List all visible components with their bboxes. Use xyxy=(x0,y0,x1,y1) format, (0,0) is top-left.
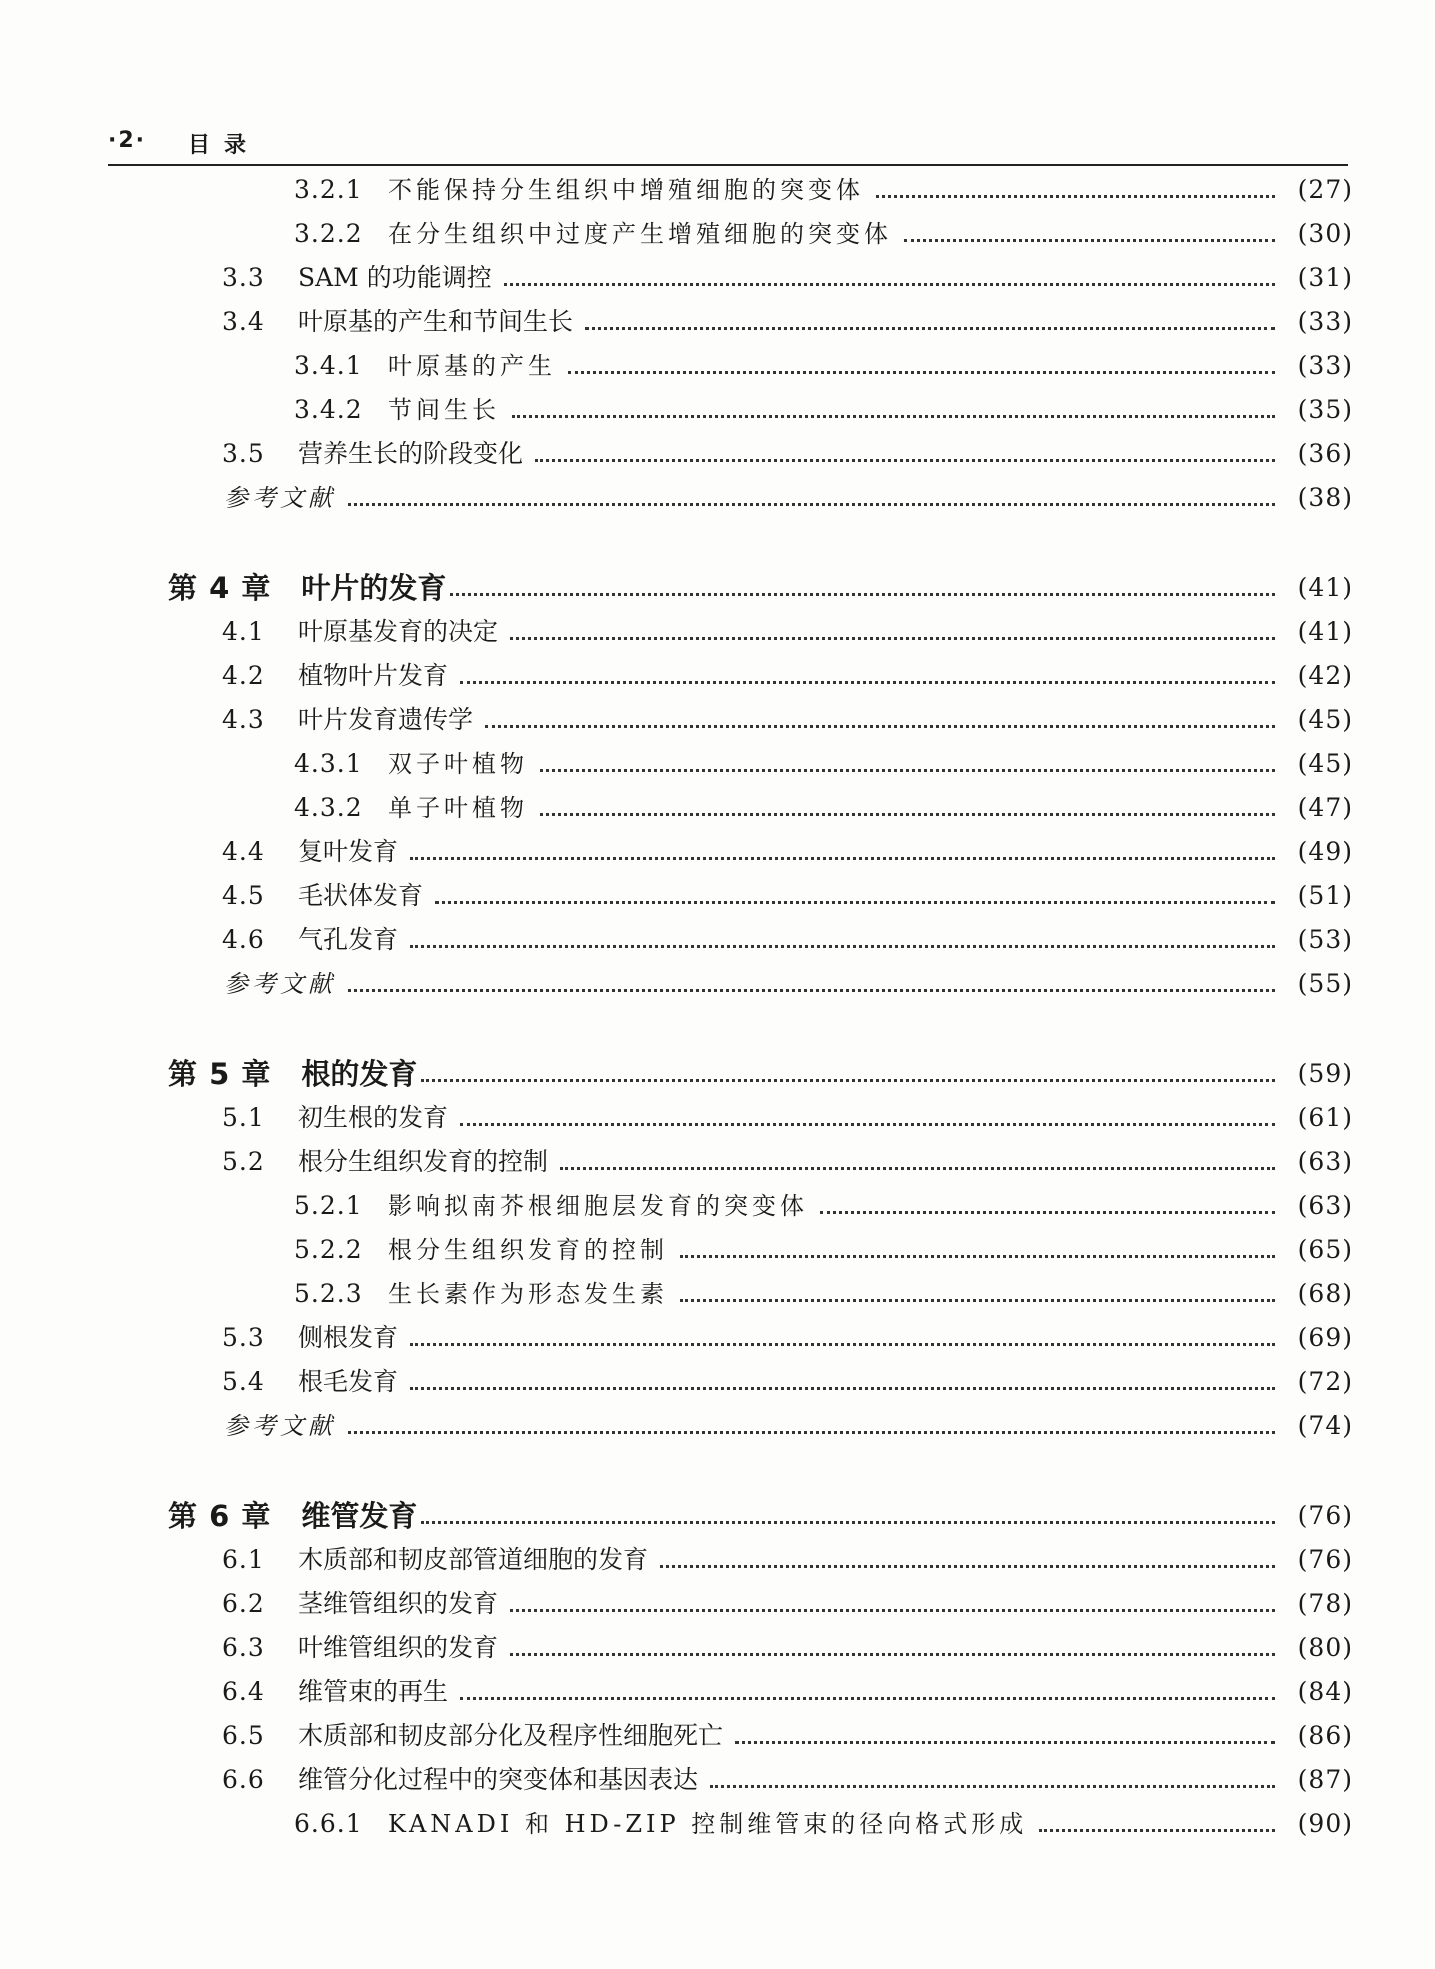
toc-entry-title: 不能保持分生组织中增殖细胞的突变体 xyxy=(388,176,864,204)
header-rule xyxy=(108,164,1348,166)
toc-entry-page: (87) xyxy=(1297,1765,1353,1794)
dot-leader xyxy=(512,415,1275,418)
toc-entry xyxy=(294,788,1353,828)
toc-entry-page: (36) xyxy=(1297,439,1353,468)
toc-entry xyxy=(222,1628,1353,1668)
toc-entry xyxy=(222,1318,1353,1358)
dot-leader xyxy=(410,1343,1275,1346)
toc-entry-title: 节间生长 xyxy=(388,396,500,424)
toc-entry-number: 3.5 xyxy=(222,439,265,468)
toc-entry-page: (38) xyxy=(1297,483,1353,512)
toc-entry xyxy=(222,1098,1353,1138)
toc-entry-page: (80) xyxy=(1297,1633,1353,1662)
dot-leader xyxy=(348,1431,1275,1434)
toc-entry-title: 影响拟南芥根细胞层发育的突变体 xyxy=(388,1192,808,1220)
toc-entry xyxy=(294,390,1353,430)
toc-entry-title: 单子叶植物 xyxy=(388,794,528,822)
toc-entry-title: 维管束的再生 xyxy=(298,1677,449,1706)
dot-leader xyxy=(348,989,1275,992)
toc-entry-title: 叶维管组织的发育 xyxy=(298,1633,499,1662)
toc-entry xyxy=(222,434,1353,474)
dot-leader xyxy=(410,945,1275,948)
dot-leader xyxy=(535,459,1275,462)
toc-entry-title: 维管发育 xyxy=(301,1499,418,1533)
toc-entry-page: (41) xyxy=(1297,617,1353,646)
toc-entry-page: (53) xyxy=(1297,925,1353,954)
toc-entry-page: (41) xyxy=(1297,573,1353,602)
dot-leader xyxy=(460,1697,1275,1700)
toc-entry-title: 叶片发育遗传学 xyxy=(298,705,474,734)
toc-entry-page: (33) xyxy=(1297,351,1353,380)
toc-entry-title: 复叶发育 xyxy=(298,837,399,866)
toc-entry-number: 第 6 章 xyxy=(168,1499,272,1533)
toc-entry xyxy=(222,920,1353,960)
toc-entry-page: (33) xyxy=(1297,307,1353,336)
dot-leader xyxy=(460,681,1275,684)
toc-entry xyxy=(222,700,1353,740)
toc-entry-title: 木质部和韧皮部分化及程序性细胞死亡 xyxy=(298,1721,724,1750)
dot-leader xyxy=(460,1123,1275,1126)
page-number: ·2· xyxy=(108,128,147,153)
dot-leader xyxy=(568,371,1275,374)
toc-chapter xyxy=(168,1496,1353,1536)
toc-entry-page: (55) xyxy=(1297,969,1353,998)
toc-entry-page: (45) xyxy=(1297,749,1353,778)
dot-leader xyxy=(348,503,1275,506)
toc-entry-title: 根分生组织发育的控制 xyxy=(388,1236,668,1264)
toc-entry-page: (30) xyxy=(1297,219,1353,248)
toc-entry-page: (35) xyxy=(1297,395,1353,424)
toc-entry xyxy=(294,1804,1353,1844)
toc-entry-number: 5.2.1 xyxy=(294,1191,363,1220)
toc-entry-number: 第 4 章 xyxy=(168,571,272,605)
toc-entry-page: (42) xyxy=(1297,661,1353,690)
toc-entry-number: 3.4 xyxy=(222,307,265,336)
toc-entry-number: 5.2 xyxy=(222,1147,265,1176)
toc-entry-title: 叶原基的产生和节间生长 xyxy=(298,307,574,336)
toc-entry-title: 叶片的发育 xyxy=(301,571,447,605)
toc-entry-page: (78) xyxy=(1297,1589,1353,1618)
toc-entry-page: (76) xyxy=(1297,1545,1353,1574)
toc-entry xyxy=(294,1186,1353,1226)
toc-entry-number: 3.2.2 xyxy=(294,219,363,248)
toc-entry xyxy=(222,832,1353,872)
toc-entry-number: 4.5 xyxy=(222,881,265,910)
dot-leader xyxy=(660,1565,1275,1568)
toc-entry-page: (74) xyxy=(1297,1411,1353,1440)
dot-leader xyxy=(560,1167,1275,1170)
toc-entry-page: (49) xyxy=(1297,837,1353,866)
toc-entry-number: 第 5 章 xyxy=(168,1057,272,1091)
dot-leader xyxy=(421,1521,1275,1524)
toc-chapter xyxy=(168,1054,1353,1094)
dot-leader xyxy=(510,1609,1275,1612)
toc-entry-number: 6.2 xyxy=(222,1589,265,1618)
toc-entry-title: 叶原基发育的决定 xyxy=(298,617,499,646)
toc-entry xyxy=(222,656,1353,696)
toc-entry-title: 初生根的发育 xyxy=(298,1103,449,1132)
toc-entry-title: 根的发育 xyxy=(301,1057,418,1091)
toc-entry-page: (59) xyxy=(1297,1059,1353,1088)
toc-entry-title: 毛状体发育 xyxy=(298,881,424,910)
toc-entry-title: 叶原基的产生 xyxy=(388,352,556,380)
toc-entry xyxy=(222,1362,1353,1402)
toc-entry xyxy=(222,302,1353,342)
toc-entry-number: 3.4.1 xyxy=(294,351,363,380)
dot-leader xyxy=(680,1299,1275,1302)
toc-entry-page: (72) xyxy=(1297,1367,1353,1396)
page-title: 目录 xyxy=(188,133,261,158)
dot-leader xyxy=(510,1653,1275,1656)
toc-entry-number: 4.2 xyxy=(222,661,265,690)
toc-entry-page: (31) xyxy=(1297,263,1353,292)
running-header xyxy=(108,128,1348,158)
dot-leader xyxy=(510,637,1275,640)
toc-entry-title: 维管分化过程中的突变体和基因表达 xyxy=(298,1765,699,1794)
toc-entry-page: (84) xyxy=(1297,1677,1353,1706)
toc-entry-title: 根分生组织发育的控制 xyxy=(298,1147,549,1176)
toc-entry xyxy=(294,346,1353,386)
dot-leader xyxy=(904,239,1275,242)
dot-leader xyxy=(1039,1829,1275,1832)
toc-entry-number: 6.1 xyxy=(222,1545,265,1574)
toc-entry-number: 6.6 xyxy=(222,1765,265,1794)
toc-entry xyxy=(222,612,1353,652)
toc-entry-number: 6.5 xyxy=(222,1721,265,1750)
dot-leader xyxy=(735,1741,1275,1744)
dot-leader xyxy=(485,725,1275,728)
dot-leader xyxy=(876,195,1275,198)
toc-entry-number: 5.1 xyxy=(222,1103,265,1132)
toc-entry xyxy=(222,1584,1353,1624)
toc-entry-title: KANADI 和 HD-ZIP 控制维管束的径向格式形成 xyxy=(388,1810,1028,1838)
toc-entry-title: 茎维管组织的发育 xyxy=(298,1589,499,1618)
toc-entry-title: 植物叶片发育 xyxy=(298,661,449,690)
toc-entry-number: 3.2.1 xyxy=(294,175,363,204)
toc-entry-page: (47) xyxy=(1297,793,1353,822)
toc-entry-title: 参考文献 xyxy=(224,970,336,998)
dot-leader xyxy=(435,901,1275,904)
toc-entry-number: 4.6 xyxy=(222,925,265,954)
dot-leader xyxy=(540,769,1275,772)
dot-leader xyxy=(504,283,1275,286)
toc-entry-title: 气孔发育 xyxy=(298,925,399,954)
toc-entry-page: (76) xyxy=(1297,1501,1353,1530)
toc-entry xyxy=(222,876,1353,916)
toc-entry xyxy=(294,170,1353,210)
toc-entry-page: (90) xyxy=(1297,1809,1353,1838)
toc-entry-title: 参考文献 xyxy=(224,484,336,512)
toc-entry-number: 6.6.1 xyxy=(294,1809,363,1838)
toc-entry-number: 4.3.2 xyxy=(294,793,363,822)
toc-entry-number: 5.2.2 xyxy=(294,1235,363,1264)
toc-entry-title: 营养生长的阶段变化 xyxy=(298,439,524,468)
toc-entry-title: 木质部和韧皮部管道细胞的发育 xyxy=(298,1545,649,1574)
toc-entry-page: (63) xyxy=(1297,1191,1353,1220)
dot-leader xyxy=(820,1211,1275,1214)
toc-entry-title: 双子叶植物 xyxy=(388,750,528,778)
toc-entry-page: (69) xyxy=(1297,1323,1353,1352)
toc-entry-page: (63) xyxy=(1297,1147,1353,1176)
toc-entry-page: (86) xyxy=(1297,1721,1353,1750)
toc-entry-number: 4.3.1 xyxy=(294,749,363,778)
toc-entry-title: 生长素作为形态发生素 xyxy=(388,1280,668,1308)
toc-entry xyxy=(222,1540,1353,1580)
toc-entry-page: (65) xyxy=(1297,1235,1353,1264)
toc-entry-title: 参考文献 xyxy=(224,1412,336,1440)
toc-entry-title: SAM 的功能调控 xyxy=(298,263,492,292)
toc-entry-number: 3.4.2 xyxy=(294,395,363,424)
toc-entry xyxy=(222,1142,1353,1182)
toc-entry xyxy=(222,1760,1353,1800)
toc-entry-page: (45) xyxy=(1297,705,1353,734)
toc-entry-number: 5.2.3 xyxy=(294,1279,363,1308)
dot-leader xyxy=(710,1785,1275,1788)
toc-entry-page: (68) xyxy=(1297,1279,1353,1308)
toc-entry xyxy=(294,1274,1353,1314)
dot-leader xyxy=(410,857,1275,860)
toc-entry-number: 6.4 xyxy=(222,1677,265,1706)
toc-references xyxy=(224,478,1353,518)
dot-leader xyxy=(540,813,1275,816)
toc-chapter xyxy=(168,568,1353,608)
toc-entry-title: 根毛发育 xyxy=(298,1367,399,1396)
toc-entry xyxy=(222,1716,1353,1756)
toc-entry-number: 4.1 xyxy=(222,617,265,646)
toc-entry xyxy=(222,258,1353,298)
toc-entry-number: 5.3 xyxy=(222,1323,265,1352)
toc-entry-number: 5.4 xyxy=(222,1367,265,1396)
toc-entry-number: 4.3 xyxy=(222,705,265,734)
toc-entry-number: 6.3 xyxy=(222,1633,265,1662)
toc-entry-page: (51) xyxy=(1297,881,1353,910)
toc-entry xyxy=(294,214,1353,254)
dot-leader xyxy=(450,593,1275,596)
toc-entry-title: 在分生组织中过度产生增殖细胞的突变体 xyxy=(388,220,892,248)
toc-entry-page: (27) xyxy=(1297,175,1353,204)
toc-entry-title: 侧根发育 xyxy=(298,1323,399,1352)
toc-entry-number: 3.3 xyxy=(222,263,265,292)
toc-references xyxy=(224,1406,1353,1446)
toc-entry-number: 4.4 xyxy=(222,837,265,866)
toc-entry-page: (61) xyxy=(1297,1103,1353,1132)
toc-entry xyxy=(294,1230,1353,1270)
dot-leader xyxy=(585,327,1275,330)
dot-leader xyxy=(680,1255,1275,1258)
toc-references xyxy=(224,964,1353,1004)
dot-leader xyxy=(421,1079,1275,1082)
toc-entry xyxy=(294,744,1353,784)
dot-leader xyxy=(410,1387,1275,1390)
toc-entry xyxy=(222,1672,1353,1712)
